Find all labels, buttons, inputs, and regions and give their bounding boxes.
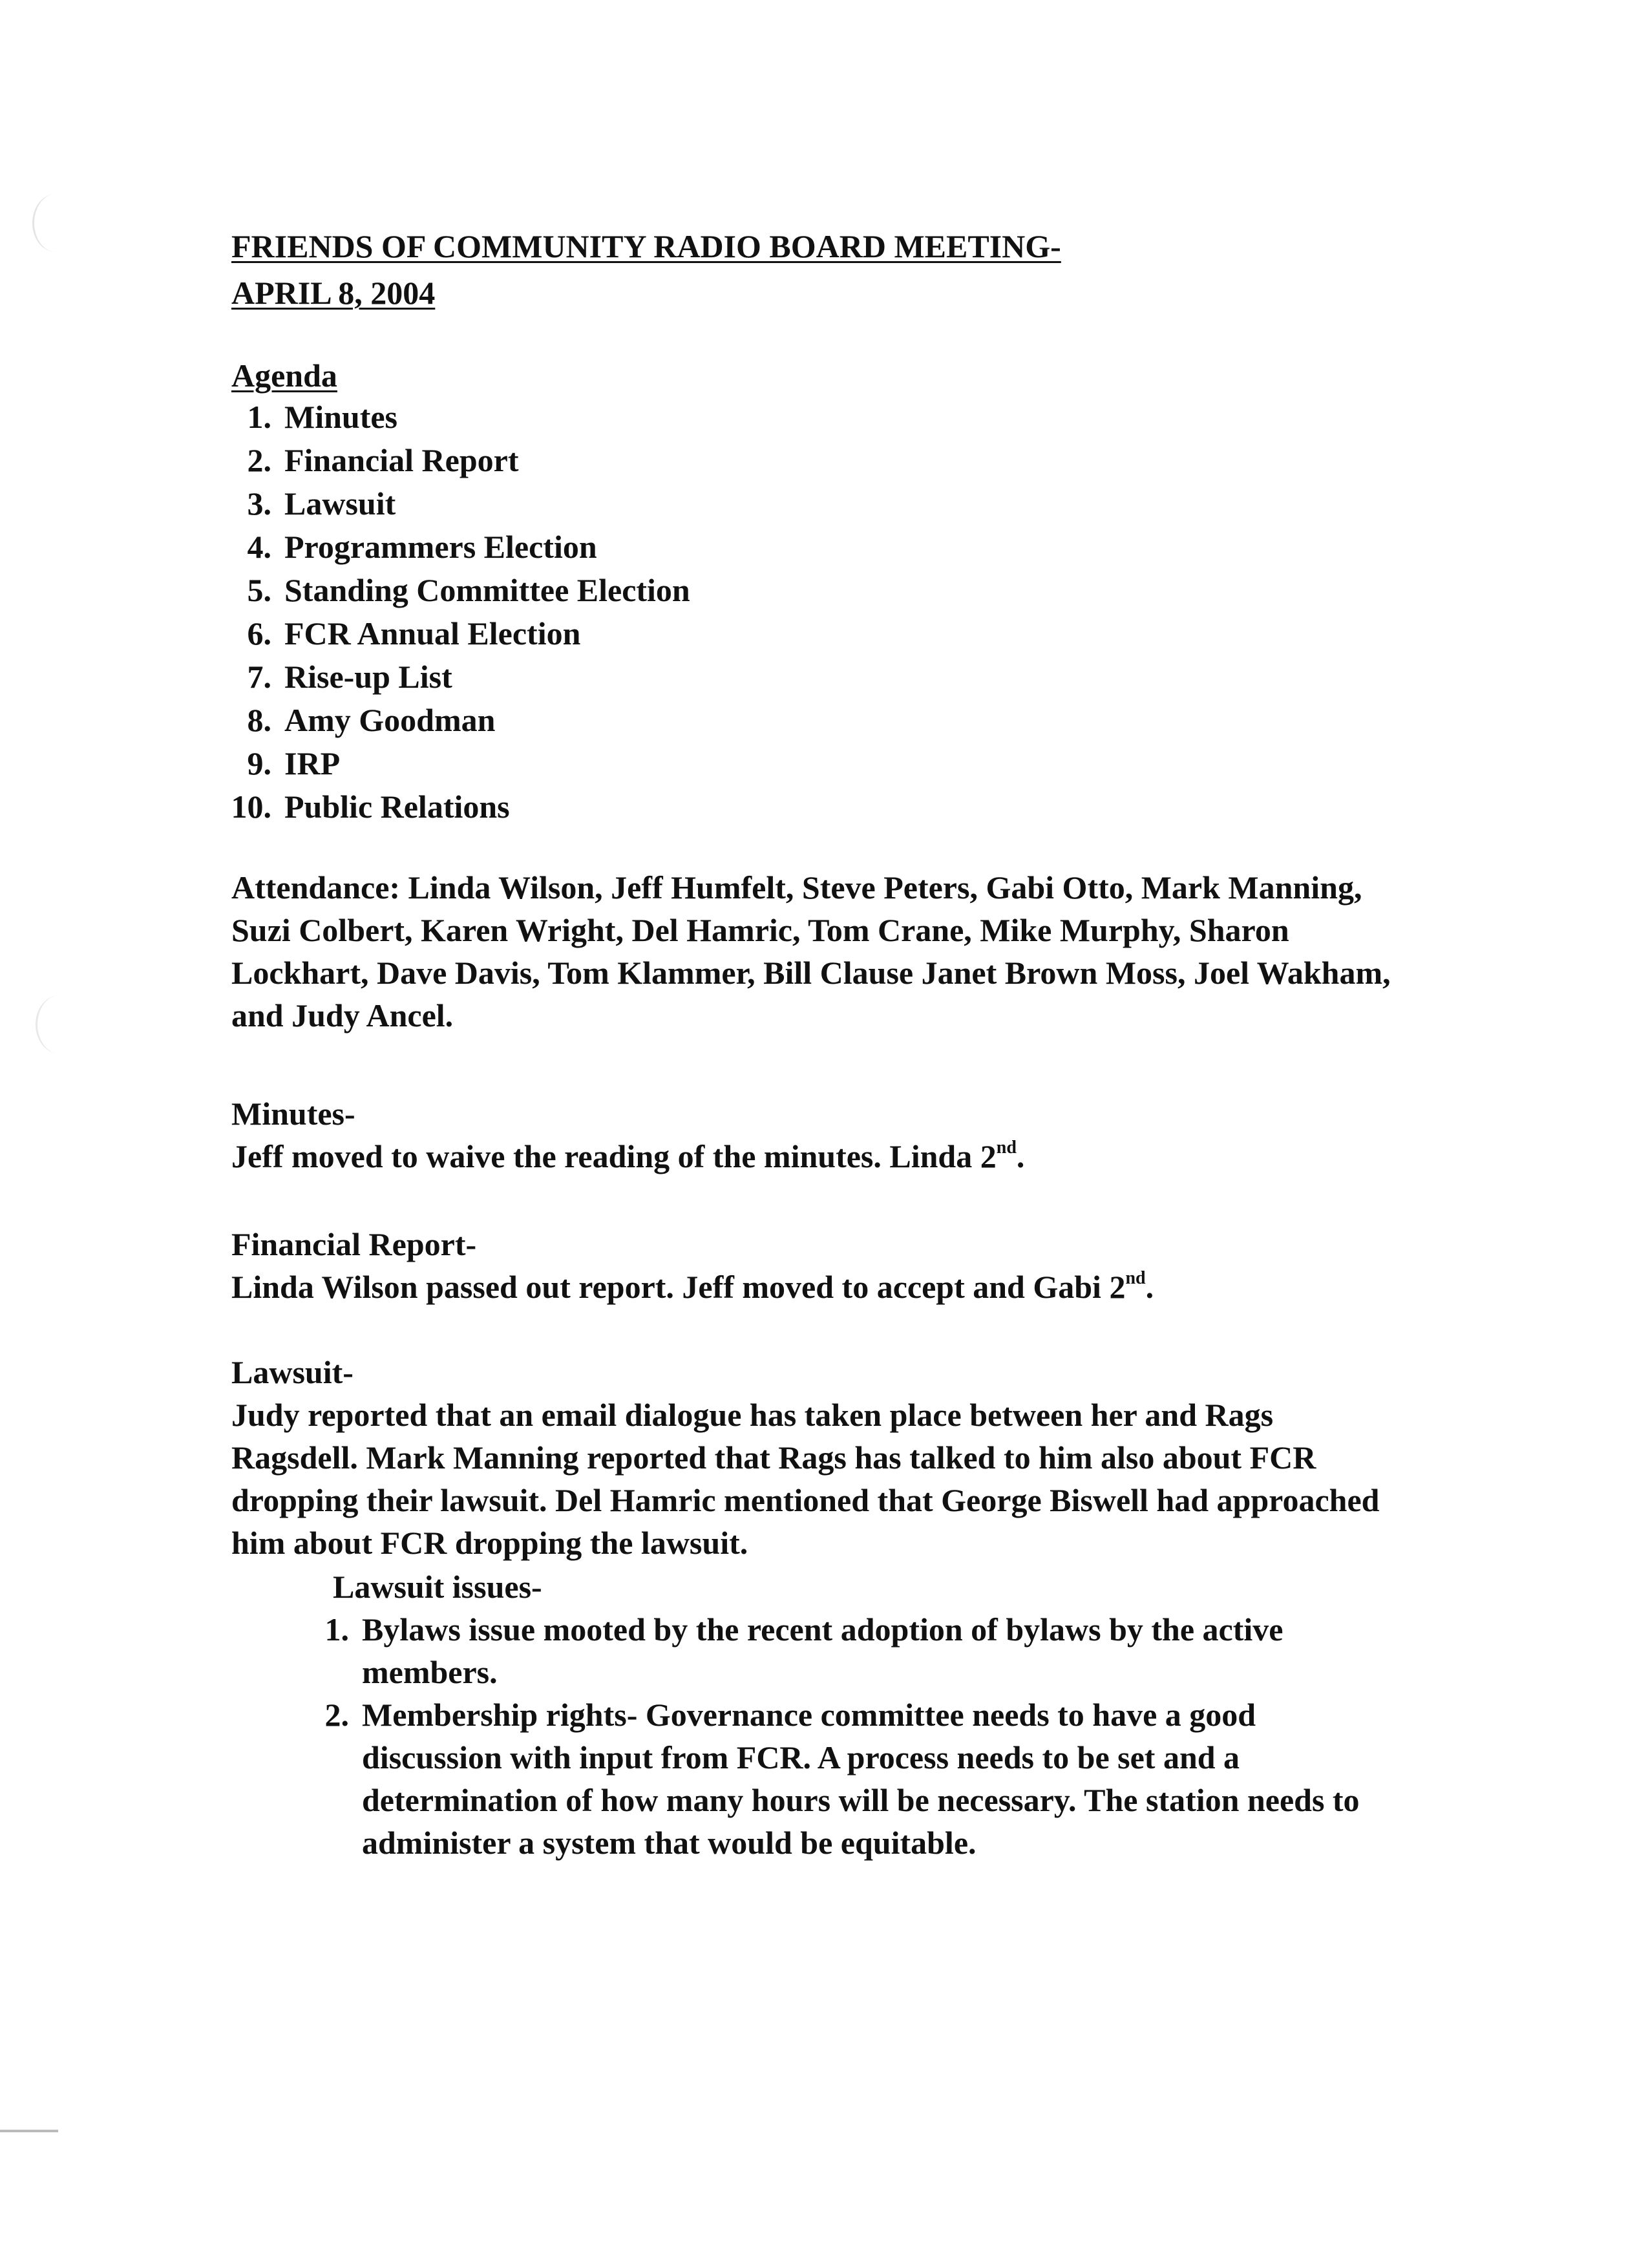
list-item: 1. Minutes bbox=[247, 399, 397, 435]
list-item: 5. Standing Committee Election bbox=[247, 572, 690, 608]
lawsuit-issues-list bbox=[310, 1608, 1396, 1864]
list-item: 3. Lawsuit bbox=[247, 485, 396, 522]
list-item: 6. FCR Annual Election bbox=[247, 615, 581, 652]
title-line-2: APRIL 8, 2004 bbox=[231, 275, 436, 311]
title-line-1: FRIENDS OF COMMUNITY RADIO BOARD MEETING- bbox=[231, 228, 1061, 264]
document-title bbox=[231, 223, 1061, 316]
lawsuit-issues-heading: Lawsuit issues- bbox=[333, 1569, 542, 1605]
list-item: 8. Amy Goodman bbox=[247, 702, 496, 738]
list-item: 10. Public Relations bbox=[231, 789, 510, 825]
agenda-list bbox=[181, 396, 690, 829]
attendance-paragraph: Attendance: Linda Wilson, Jeff Humfelt, Steve Peters, Gabi Otto, Mark Manning, Suzi Colbert, Karen Wright, Del Hamric, Tom Crane, Mike Murphy, Sharon Lockhart, Dave Davis, Tom Klammer, Bill Clause Janet Brown Moss, Joel Wakham, and Judy Ancel. bbox=[231, 869, 1391, 1033]
list-item: 4. Programmers Election bbox=[247, 529, 597, 565]
list-item: 1. Bylaws issue mooted by the recent adoption of bylaws by the active members. bbox=[324, 1611, 1284, 1690]
financial-heading: Financial Report- bbox=[231, 1226, 477, 1262]
scan-mark bbox=[0, 2130, 58, 2132]
list-item: 7. Rise-up List bbox=[247, 659, 452, 695]
scan-mark bbox=[36, 995, 83, 1054]
agenda-heading: Agenda bbox=[231, 357, 337, 394]
lawsuit-paragraph: Judy reported that an email dialogue has taken place between her and Rags Ragsdell. Mark Manning reported that Rags has talked to him also about FCR dropping their lawsuit. Del Hamric mentioned that George Biswell had approached him about FCR dropping the lawsuit. bbox=[231, 1397, 1380, 1561]
list-item: 2. Financial Report bbox=[247, 442, 519, 478]
financial-text: Linda Wilson passed out report. Jeff moved to accept and Gabi 2nd. bbox=[231, 1268, 1154, 1305]
minutes-heading: Minutes- bbox=[231, 1096, 355, 1132]
list-item: 9. IRP bbox=[247, 745, 341, 781]
scan-mark bbox=[32, 194, 79, 252]
lawsuit-heading: Lawsuit- bbox=[231, 1354, 354, 1390]
minutes-text: Jeff moved to waive the reading of the minutes. Linda 2nd. bbox=[231, 1138, 1025, 1174]
list-item: 2. Membership rights- Governance committee needs to have a good discussion with input from FCR. A process needs to be set and a determination of how many hours will be necessary. The station needs to administer a system that would be equitable. bbox=[324, 1697, 1360, 1861]
